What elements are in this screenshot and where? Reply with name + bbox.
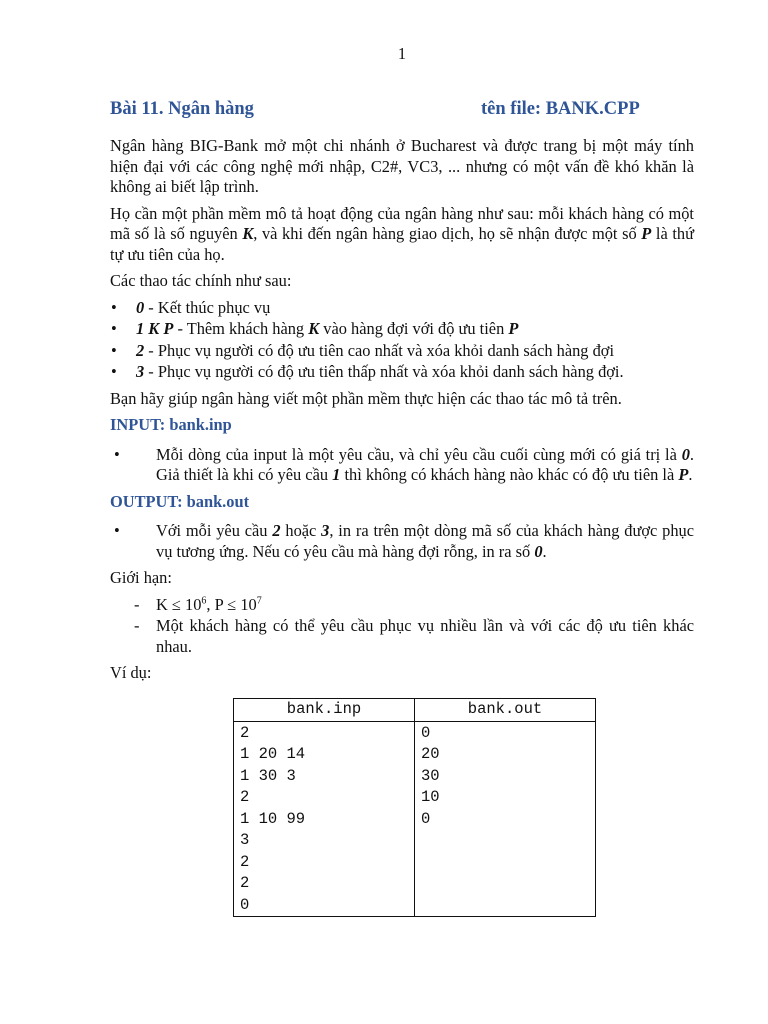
input-description: • Mỗi dòng của input là một yêu cầu, và chỉ yêu cầu cuối cùng mới có giá trị là 0. Giả thiết là khi có yêu cầu 1 thì không có khách hàng nào khác có độ ưu tiên là P. bbox=[110, 445, 694, 486]
problem-title-row bbox=[110, 98, 694, 122]
example-label: Ví dụ: bbox=[110, 663, 152, 682]
input-description-list bbox=[110, 445, 694, 486]
closing-paragraph: Bạn hãy giúp ngân hàng viết một phần mềm thực hiện các thao tác mô tả trên. bbox=[110, 388, 622, 408]
limits-label: Giới hạn: bbox=[110, 568, 172, 587]
operation-item: • 3 - Phục vụ người có độ ưu tiên thấp nhất và xóa khỏi danh sách hàng đợi. bbox=[110, 362, 694, 383]
problem-title: Bài 11. Ngân hàng bbox=[110, 99, 254, 119]
example-table bbox=[233, 698, 596, 917]
operation-item: • 1 K P - Thêm khách hàng K vào hàng đợi với độ ưu tiên P bbox=[110, 319, 694, 340]
page-number: 1 bbox=[397, 44, 407, 63]
output-description: • Với mỗi yêu cầu 2 hoặc 3, in ra trên một dòng mã số của khách hàng được phục vụ tương ứng. Nếu có yêu cầu mà hàng đợi rỗng, in ra số 0. bbox=[110, 521, 694, 562]
output-column-header: bank.out bbox=[415, 699, 596, 722]
limit-item-bounds: - $K \le 10^6$, $P \le 10^7$ bbox=[110, 595, 694, 616]
input-heading: INPUT: bank.inp bbox=[110, 415, 232, 434]
example-output-cell: 0 20 30 10 0 bbox=[415, 721, 596, 917]
intro-paragraph-2: Họ cần một phần mềm mô tả hoạt động của ngân hàng như sau: mỗi khách hàng có một mã số là số nguyên K, và khi đến ngân hàng giao dịch, họ sẽ nhận được một số P là thứ tự ưu tiên của họ. bbox=[110, 203, 694, 264]
table-header-row bbox=[234, 699, 596, 722]
input-column-header: bank.inp bbox=[234, 699, 415, 722]
document-body bbox=[110, 98, 694, 690]
operation-item: • 0 - Kết thúc phục vụ bbox=[110, 298, 694, 319]
intro-paragraph-1: Ngân hàng BIG-Bank mở một chi nhánh ở Bucharest và được trang bị một máy tính hiện đại với các công nghệ mới nhập, C2#, VC3, ... nhưng có một vấn đề khó khăn là không ai biết lập trình. bbox=[110, 136, 694, 196]
table-row bbox=[234, 721, 596, 917]
operation-item: • 2 - Phục vụ người có độ ưu tiên cao nhất và xóa khỏi danh sách hàng đợi bbox=[110, 341, 694, 362]
file-name: tên file: BANK.CPP bbox=[481, 99, 640, 119]
operations-list bbox=[110, 298, 694, 383]
output-heading: OUTPUT: bank.out bbox=[110, 491, 250, 511]
output-description-list bbox=[110, 521, 694, 562]
example-input-cell: 2 1 20 14 1 30 3 2 1 10 99 3 2 2 0 bbox=[234, 721, 415, 917]
operations-label: Các thao tác chính như sau: bbox=[110, 271, 292, 290]
limits-list bbox=[110, 595, 694, 658]
limit-item-note: - Một khách hàng có thể yêu cầu phục vụ nhiều lần và với các độ ưu tiên khác nhau. bbox=[110, 616, 694, 657]
